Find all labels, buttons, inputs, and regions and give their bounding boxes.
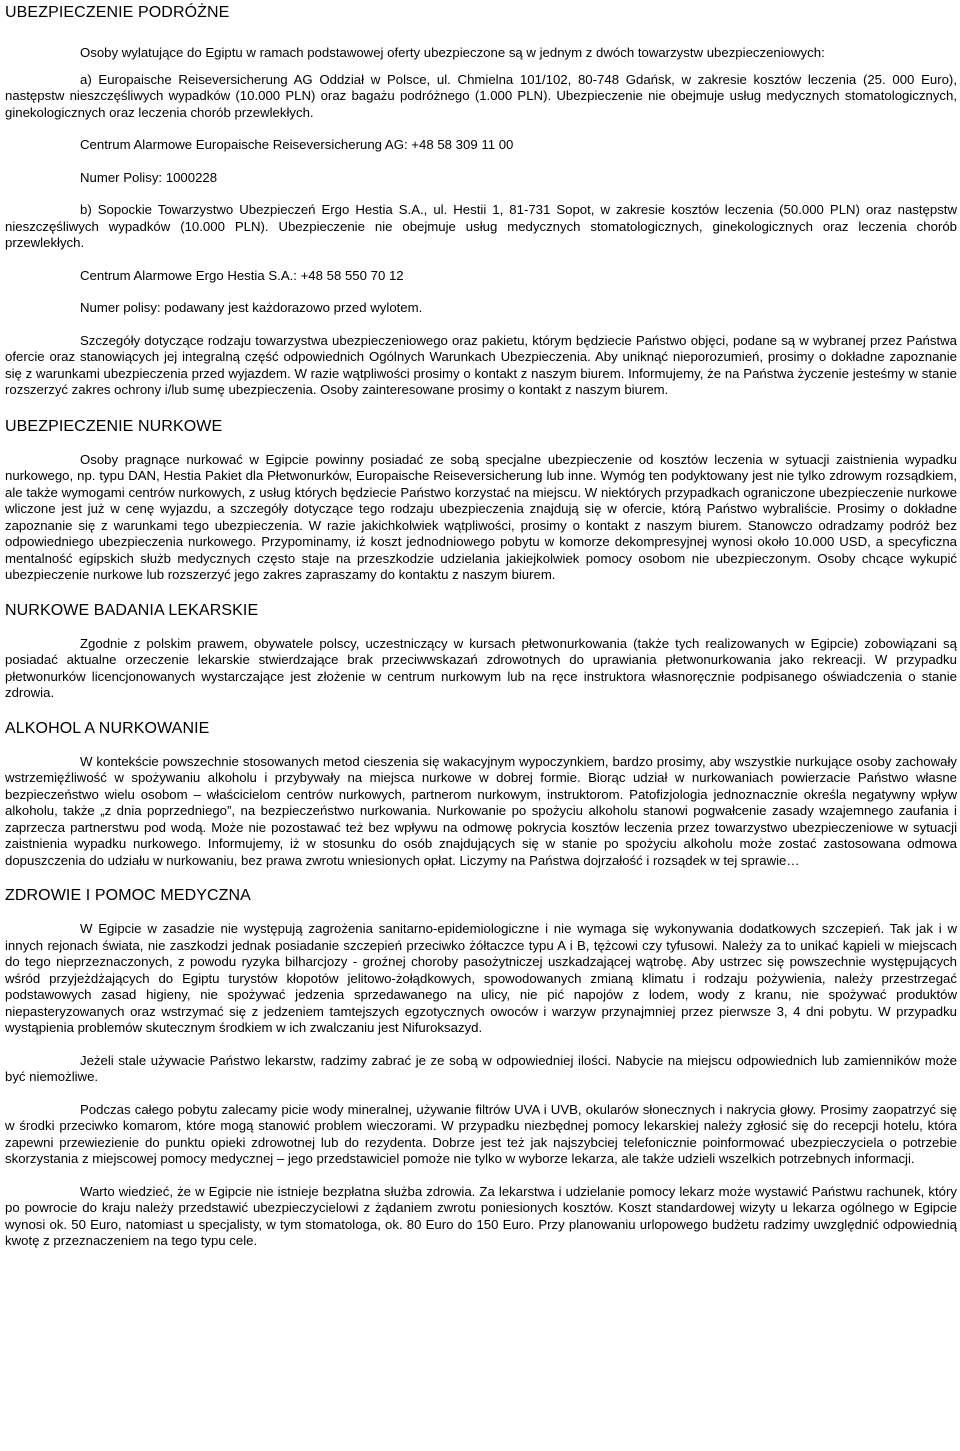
health-paragraph-costs: Warto wiedzieć, że w Egipcie nie istnieje bezpłatna służba zdrowia. Za lekarstwa i udzielanie pomocy lekarz może wystawić Państwu rachunek, który po powrocie do kraju należy przedstawić ubezpieczycielowi z żądaniem zwrotu poniesionych kosztów. Koszt standardowej wizyty u lekarza ogólnego w Egipcie wynosi ok. 50 Euro, natomiast u specjalisty, w tym stomatologa, ok. 80 Euro do 150 Euro. Przy planowaniu urlopowego budżetu radzimy uwzględnić odpowiednią kwotę z przeznaczeniem na tego typu cele.: [5, 1183, 957, 1248]
diving-insurance-heading: UBEZPIECZENIE NURKOWE: [5, 417, 223, 435]
health-heading: ZDROWIE I POMOC MEDYCZNA: [5, 887, 251, 904]
policy-number-b: Numer polisy: podawany jest każdorazowo przed wylotem.: [80, 300, 423, 315]
travel-option-a: a) Europaische Reiseversicherung AG Oddział w Polsce, ul. Chmielna 101/102, 80-748 Gdańsk, w zakresie kosztów leczenia (25. 000 Euro), następstw nieszczęśliwych wypadków (10.000 PLN) oraz bagażu podróżnego (1.000 PLN). Ubezpieczenie nie obejmuje usług medycznych stomatologicznych, ginekologicznych oraz leczenia chorób przewlekłych.: [5, 71, 957, 120]
health-paragraph-precautions: Podczas całego pobytu zalecamy picie wody mineralnej, używanie filtrów UVA i UVB, okularów słonecznych i nakrycia głowy. Prosimy zaopatrzyć się w środki przeciwko komarom, które mogą stanowić problem wieczorami. W przypadku niezbędnej pomocy lekarskiej należy zgłosić się do recepcji hotelu, która zapewni przewiezienie do punktu opieki zdrowotnej lub do rezydenta. Dobrze jest też jak najszybciej telefonicznie poinformować ubezpieczyciela o potrzebie skorzystania z miejscowej pomocy medycznej – jego przedstawiciel pomoże nie tylko w wyborze lekarza, ale także udzieli wszelkich potrzebnych informacji.: [5, 1101, 957, 1166]
section-diving-insurance: [5, 417, 957, 584]
travel-intro: Osoby wylatujące do Egiptu w ramach podstawowej oferty ubezpieczone są w jednym z dwóch towarzystw ubezpieczeniowych:: [80, 45, 825, 60]
alarm-center-a: Centrum Alarmowe Europaische Reiseversicherung AG: +48 58 309 11 00: [80, 137, 514, 152]
section-diving-medical-tests: [5, 601, 957, 702]
alcohol-diving-heading: ALKOHOL A NURKOWANIE: [5, 719, 210, 737]
section-travel-insurance: [5, 3, 957, 399]
travel-option-b: b) Sopockie Towarzystwo Ubezpieczeń Ergo Hestia S.A., ul. Hestii 1, 81-731 Sopot, w zakresie kosztów leczenia (50.000 PLN) oraz następstw nieszczęśliwych wypadków (10.000 PLN). Ubezpieczenie nie obejmuje usług medycznych stomatologicznych, ginekologicznych oraz leczenia chorób przewlekłych.: [5, 202, 957, 250]
section-alcohol-diving: [5, 719, 957, 870]
travel-details: Szczegóły dotyczące rodzaju towarzystwa ubezpieczeniowego oraz pakietu, którym będziecie Państwo objęci, podane są w wybranej przez Państwa ofercie oraz stanowiących jej integralną część odpowiednich Ogólnych Warunkach Ubezpieczenia. Aby uniknąć nieporozumień, prosimy o dokładne zapoznanie się z warunkami ubezpieczenia przed wyjazdem. W razie wątpliwości prosimy o kontakt z naszym biurem. Informujemy, że na Państwa życzenie jesteśmy w stanie rozszerzyć zakres ochrony i/lub sumę ubezpieczenia. Osoby zainteresowane prosimy o kontakt z naszym biurem.: [5, 332, 957, 397]
medical-tests-body: Zgodnie z polskim prawem, obywatele polscy, uczestniczący w kursach płetwonurkowania (także tych realizowanych w Egipcie) zobowiązani są posiadać aktualne orzeczenie lekarskie stwierdzające brak przeciwwskazań zdrowotnych do uprawiania płetwonurkowania jako rekreacji. W przypadku płetwonurków licencjonowanych wystarczające jest złożenie w centrum nurkowym lub na ręce instruktora własnoręcznie podpisanego oświadczenia o stanie zdrowia.: [5, 635, 957, 700]
alarm-center-b: Centrum Alarmowe Ergo Hestia S.A.: +48 58 550 70 12: [80, 267, 404, 283]
health-paragraph-vaccinations: W Egipcie w zasadzie nie występują zagrożenia sanitarno-epidemiologiczne i nie wymaga się wykonywania dodatkowych szczepień. Tak jak i w innych rejonach świata, nie zaszkodzi jednak posiadanie szczepień przeciwko żółtaczce typu A i B, tężcowi czy tyfusowi. Należy za to unikać kąpieli w miejscach do tego nieprzeznaczonych, z powodu ryzyka bilharcjozy - groźnej choroby pasożytniczej uszkadzającej wątrobę. Aby ustrzec się powszechnie występujących wśród przyjeżdżających do Egiptu turystów kłopotów jelitowo-żołądkowych, spowodowanych zmianą klimatu i rodzaju pożywienia, należy przestrzegać podstawowych zasad higieny, nie spożywać jedzenia sprzedawanego na ulicy, nie pić napojów z lodem, wody z kranu, nie spożywać produktów niepasteryzowanych oraz wstrzymać się z jedzeniem tamtejszych egzotycznych owoców i warzyw przynajmniej przez pierwsze 3, 4 dni pobytu. W przypadku wystąpienia problemów skutecznym środkiem w ich zwalczaniu jest Nifuroksazyd.: [5, 921, 957, 1035]
alcohol-diving-body: W kontekście powszechnie stosowanych metod cieszenia się wakacyjnym wypoczynkiem, bardzo prosimy, aby wszystkie nurkujące osoby zachowały wstrzemięźliwość w spożywaniu alkoholu i przybywały na miejsca nurkowe w dobrej formie. Biorąc udział w nurkowaniach powierzacie Państwo własne bezpieczeństwo wielu osobom – właścicielom centrów nurkowych, partnerom nurkowym, instruktorom. Patofizjologia jednoznacznie określa negatywny wpływ alkoholu, także „z dnia poprzedniego”, na bezpieczeństwo nurkowania. Nurkowanie po spożyciu alkoholu stanowi pogwałcenie zasady wzajemnego zaufania i zaprzecza partnerstwu pod wodą. Może nie pozostawać też bez wpływu na odmowę pokrycia kosztów leczenia przez towarzystwo ubezpieczeniowe w sytuacji zaistnienia wypadku nurkowego. Informujemy, iż w stosunku do osób znajdujących się w stanie po spożyciu alkoholu może zostać zastosowana odmowa dopuszczenia do udziału w nurkowaniu, bez prawa zwrotu wniesionych opłat. Liczymy na Państwa dojrzałość i rozsądek w tej sprawie…: [5, 753, 957, 868]
document-page: [0, 3, 960, 1250]
diving-insurance-body: Osoby pragnące nurkować w Egipcie powinny posiadać ze sobą specjalne ubezpieczenie od kosztów leczenia w sytuacji zaistnienia wypadku nurkowego, np. typu DAN, Hestia Pakiet dla Płetwonurków, Europaische Reiseversicherung lub inne. Wymóg ten podyktowany jest nie tylko zdrowym rozsądkiem, ale także wymogami centrów nurkowych, z usług których będziecie Państwo korzystać na miejscu. W niektórych przypadkach ograniczone ubezpieczenie nurkowe wliczone jest już w cenę wyjazdu, a szczegóły dotyczące tego rodzaju ubezpieczenia znajdują się w ofercie, którą Państwo wybraliście. Prosimy o dokładne zapoznanie się z warunkami tego ubezpieczenia. W razie jakichkolwiek wątpliwości, prosimy o kontakt z naszym biurem. Stanowczo odradzamy podróż bez odpowiedniego ubezpieczenia nurkowego. Przypominamy, iż koszt jednodniowego pobytu w komorze dekompresyjnej wynosi około 10.000 USD, a specyficzna mentalność egipskich służb medycznych często staje na przeszkodzie udzielania jakiejkolwiek pomocy osobom nie ubezpieczonym. Osoby chcące wykupić ubezpieczenie nurkowe lub rozszerzyć jego zakres zapraszamy do kontaktu z naszym biurem.: [5, 451, 957, 582]
travel-insurance-heading: UBEZPIECZENIE PODRÓŻNE: [5, 4, 230, 21]
policy-number-a: Numer Polisy: 1000228: [80, 169, 218, 185]
section-health-medical-help: [5, 886, 957, 1250]
medical-tests-heading: NURKOWE BADANIA LEKARSKIE: [5, 601, 259, 619]
health-paragraph-medicines: Jeżeli stale używacie Państwo lekarstw, radzimy zabrać je ze sobą w odpowiedniej ilości. Nabycie na miejscu odpowiednich lub zamienników może być niemożliwe.: [5, 1052, 957, 1084]
